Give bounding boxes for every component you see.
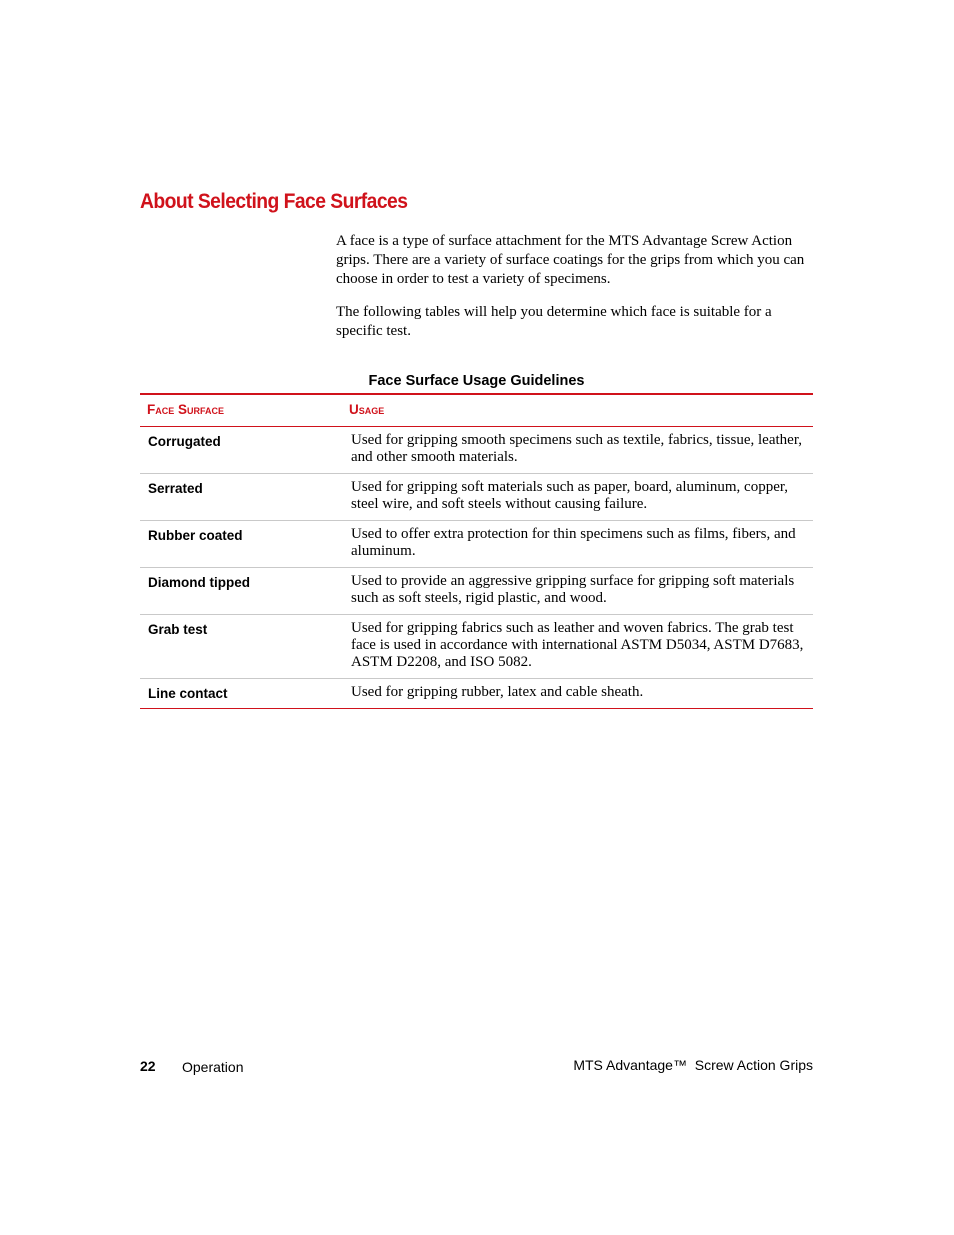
table-header-row bbox=[140, 394, 813, 427]
face-surface-cell: Line contact bbox=[140, 679, 341, 709]
section-heading: About Selecting Face Surfaces bbox=[140, 190, 408, 213]
table-row bbox=[140, 568, 813, 615]
face-surface-cell: Diamond tipped bbox=[140, 568, 341, 615]
usage-cell: Used for gripping fabrics such as leather and woven fabrics. The grab test face is used in accordance with international ASTM D5034, ASTM D7683, ASTM D2208, and ISO 5082. bbox=[341, 615, 813, 679]
table-row bbox=[140, 615, 813, 679]
face-surface-cell: Rubber coated bbox=[140, 521, 341, 568]
usage-cell: Used for gripping soft materials such as paper, board, aluminum, copper, steel wire, and soft steels without causing failure. bbox=[341, 474, 813, 521]
table-row bbox=[140, 427, 813, 474]
usage-cell: Used for gripping smooth specimens such as textile, fabrics, tissue, leather, and other smooth materials. bbox=[351, 432, 802, 465]
face-surface-cell: Grab test bbox=[140, 615, 341, 679]
face-surface-usage-table bbox=[140, 393, 813, 709]
intro-paragraph: A face is a type of surface attachment for the MTS Advantage Screw Action grips. There are a variety of surface coatings for the grips from which you can choose in order to test a variety of specimens. bbox=[336, 233, 805, 287]
table-row bbox=[140, 521, 813, 568]
table-caption: Face Surface Usage Guidelines bbox=[368, 373, 585, 389]
footer-section-name: Operation bbox=[182, 1059, 244, 1075]
column-header-usage: Usage bbox=[341, 394, 813, 427]
usage-cell: Used to provide an aggressive gripping surface for gripping soft materials such as soft steels, rigid plastic, and wood. bbox=[341, 568, 813, 615]
table-row bbox=[140, 474, 813, 521]
footer-document-title: MTS Advantage™ Screw Action Grips bbox=[573, 1057, 813, 1073]
face-surface-cell: Corrugated bbox=[148, 434, 221, 449]
footer-page-number: 22 bbox=[140, 1058, 156, 1074]
table-row bbox=[140, 679, 813, 709]
tables-intro-paragraph: The following tables will help you determine which face is suitable for a specific test. bbox=[336, 304, 772, 339]
face-surface-cell: Serrated bbox=[140, 474, 341, 521]
usage-cell: Used to offer extra protection for thin specimens such as films, fibers, and aluminum. bbox=[341, 521, 813, 568]
column-header-face-surface: Face Surface bbox=[140, 394, 341, 427]
usage-cell: Used for gripping rubber, latex and cable sheath. bbox=[341, 679, 813, 709]
